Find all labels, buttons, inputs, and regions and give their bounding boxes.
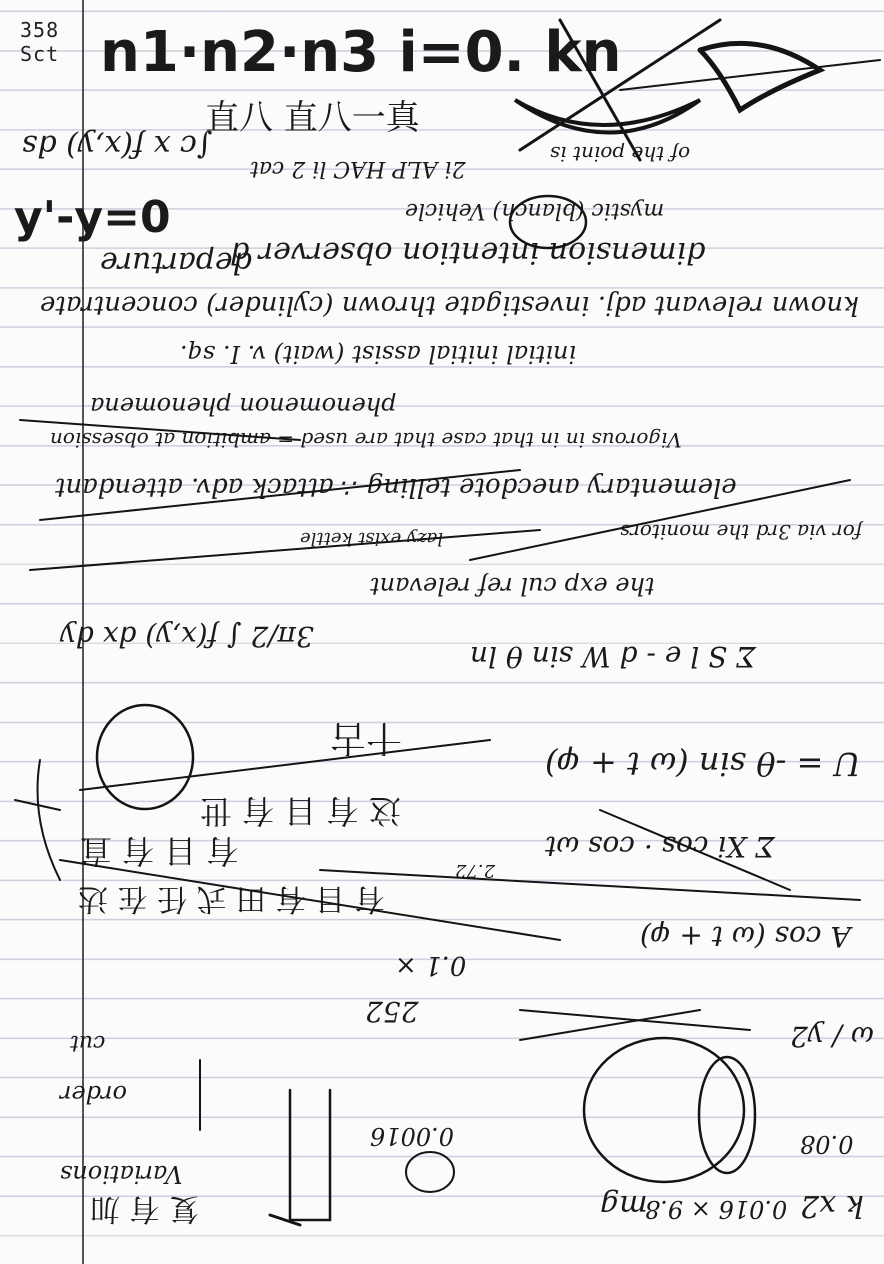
note-line-5: departure [100,245,252,280]
note-line-24: 0.08 [800,1130,854,1158]
note-line-12: lazy exist kettle [300,528,444,549]
note-line-28: order [60,1080,127,1108]
note-line-19: A cos (ω t + φ) [640,920,851,953]
note-line-29: Variations [60,1160,183,1188]
note-line-16: U = -θ sin (ω t + φ) [545,745,861,783]
note-line-6: known relevant adj. investigate thrown (cylinder) concentrate [40,290,859,320]
note-line-17: Σ Xi cos · cos ωt [545,830,775,863]
integral-note: ∫c x f(x,y) ds [22,128,213,163]
note-line-3: mystic (blanch) Vehicle [405,198,665,223]
note-line-4: dimension intention observer d [230,235,706,270]
note-line-22: ω / y2 [790,1020,874,1053]
note-line-9: Vigorous in in that case that are used = ambition at obsession [50,428,682,452]
page-number: 358 [20,18,60,42]
note-line-13: the exp cul ref relevant [370,572,655,600]
equation-y: y'-y=0 [14,192,171,243]
note-line-15: 3π/2 ∫ f(x,y) dx dy [60,620,314,653]
note-line-21: 252 [365,995,419,1028]
note-line-20: 0.1 × [395,950,467,980]
ink-circle-5 [406,1152,454,1192]
note-line-26: mg [600,1188,648,1223]
cjk-line-5: 复 有 加 [90,1191,200,1226]
ink-circle-2 [97,705,193,809]
note-line-27: k x2 [800,1188,864,1223]
note-line-30: cut [70,1030,106,1055]
note-line-1: 2i ALP HAC li 2 cat [250,156,466,181]
note-line-10: elementary anecdote telling ∴ attack adv. attendant [55,472,737,502]
note-line-8: phenomenon phenomena [90,392,397,420]
title-equation: n1·n2·n3 i=0. kn [100,20,622,85]
cjk-heading: 直八 直八一真 [205,98,420,138]
note-line-11: for via 3rd the monitors [620,520,863,544]
page-label: Sct [20,42,60,66]
note-line-18: 2.72 [455,860,496,881]
note-line-2: of the point is [550,142,691,166]
cjk-line-2: 有 目 有 直 [80,832,239,870]
ink-circle-1 [510,196,586,248]
cjk-line-3: 这 有 目 有 世 [200,792,401,830]
note-line-14: Σ S l e - d W sin θ ln [470,640,756,673]
note-line-25: 0.0016 [370,1122,454,1150]
note-line-23: 0.016 × 9.8 [645,1195,788,1223]
ink-swoosh [700,43,820,110]
note-line-7: initial initial assist (wait) v. I. sq. [180,340,577,368]
cjk-line-1: 十古 [330,717,403,758]
cjk-line-4: 有 目 有 田 式 任 在 达 [78,881,385,916]
